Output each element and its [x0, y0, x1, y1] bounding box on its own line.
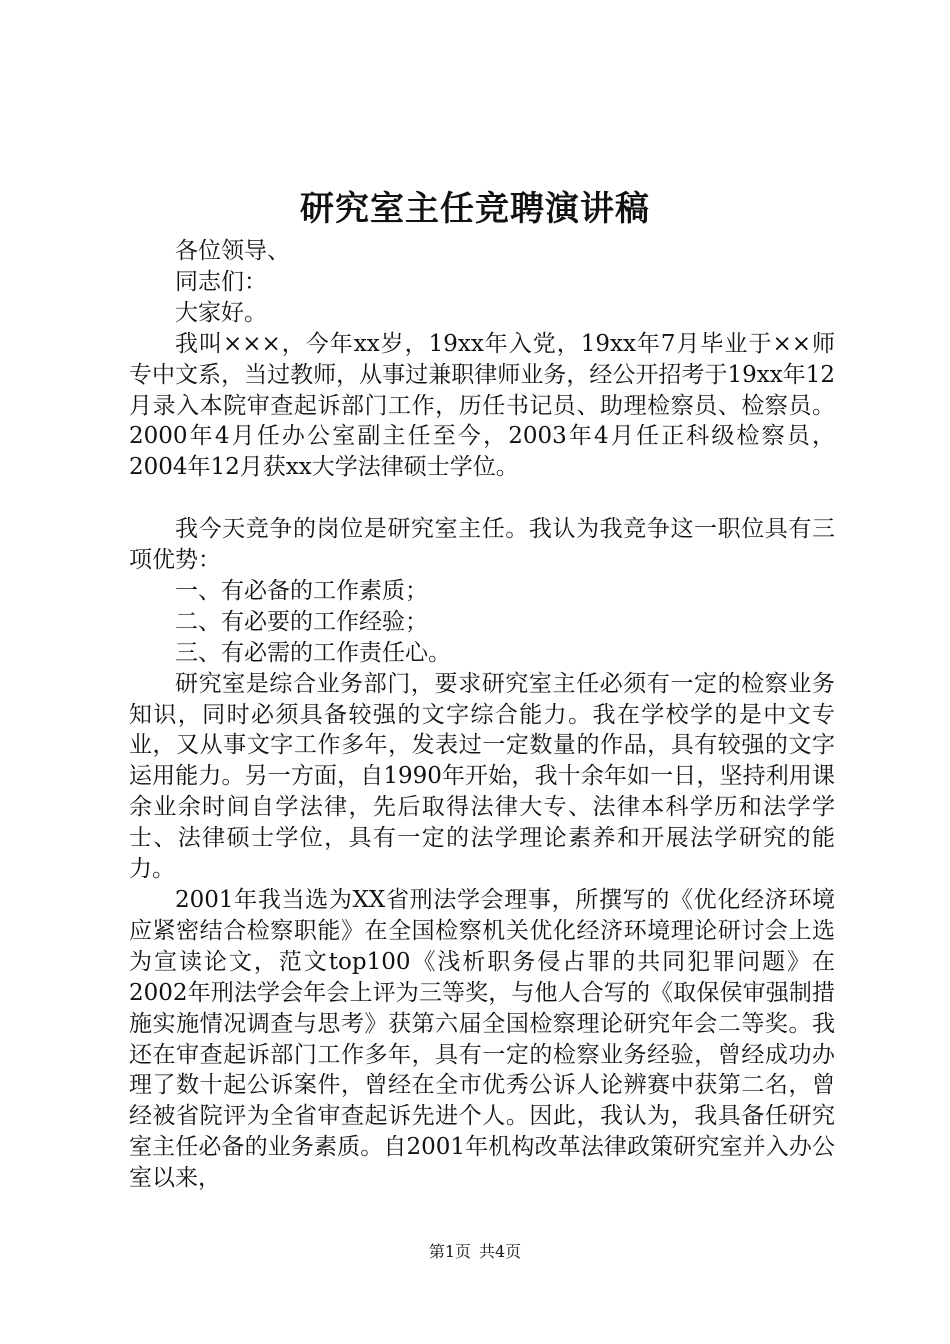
paragraph-qualification: 研究室是综合业务部门，要求研究室主任必须有一定的检察业务知识，同时必须具备较强的文字综合能力。我在学校学的是中文专业，又从事文字工作多年，发表过一定数量的作品，具有较强的文字运用能力。另一方面，自1990年开始，我十余年如一日，坚持利用课余业余时间自学法律，先后取得法律大专、法律本科学历和法学学士、法律硕士学位，具有一定的法学理论素养和开展法学研究的能力。 [129, 670, 835, 883]
salutation-comrades: 同志们： [175, 268, 267, 295]
paragraph-achievements: 2001年我当选为XX省刑法学会理事，所撰写的《优化经济环境应紧密结合检察职能》在全国检察机关优化经济环境理论研讨会上选为宣读论文，范文top100《浅析职务侵占罪的共同犯罪问题》在2002年刑法学会年会上评为三等奖，与他人合写的《取保侯审强制措施实施情况调查与思考》获第六届全国检察理论研究年会二等奖。我还在审查起诉部门工作多年，具有一定的检察业务经验，曾经成功办理了数十起公诉案件，曾经在全市优秀公诉人论辨赛中获第二名，曾经被省院评为全省审查起诉先进个人。因此，我认为，我具备任研究室主任必备的业务素质。自2001年机构改革法律政策研究室并入办公室以来， [129, 887, 835, 1192]
document-body [129, 236, 835, 1194]
page-number: 第1页 [428, 1242, 471, 1261]
list-item-advantage-2: 二、有必要的工作经验； [175, 608, 428, 635]
document-title: 研究室主任竞聘演讲稿 [300, 189, 650, 229]
paragraph-position: 我今天竞争的岗位是研究室主任。我认为我竞争这一职位具有三项优势： [129, 516, 835, 574]
list-item-advantage-3: 三、有必需的工作责任心。 [175, 639, 451, 666]
paragraph-spacer [129, 483, 835, 514]
page-total: 共4页 [479, 1242, 522, 1261]
list-item-advantage-1: 一、有必备的工作素质； [175, 577, 428, 604]
greeting: 大家好。 [175, 299, 267, 326]
paragraph-introduction: 我叫×××，今年xx岁，19xx年入党，19xx年7月毕业于××师专中文系，当过教师，从事过兼职律师业务，经公开招考于19xx年12月录入本院审查起诉部门工作，历任书记员、助理检察员、检察员。2000年4月任办公室副主任至今，2003年4月任正科级检察员，2004年12月获xx大学法律硕士学位。 [129, 330, 835, 481]
salutation-leaders: 各位领导、 [175, 238, 290, 264]
page-footer [0, 1240, 950, 1264]
